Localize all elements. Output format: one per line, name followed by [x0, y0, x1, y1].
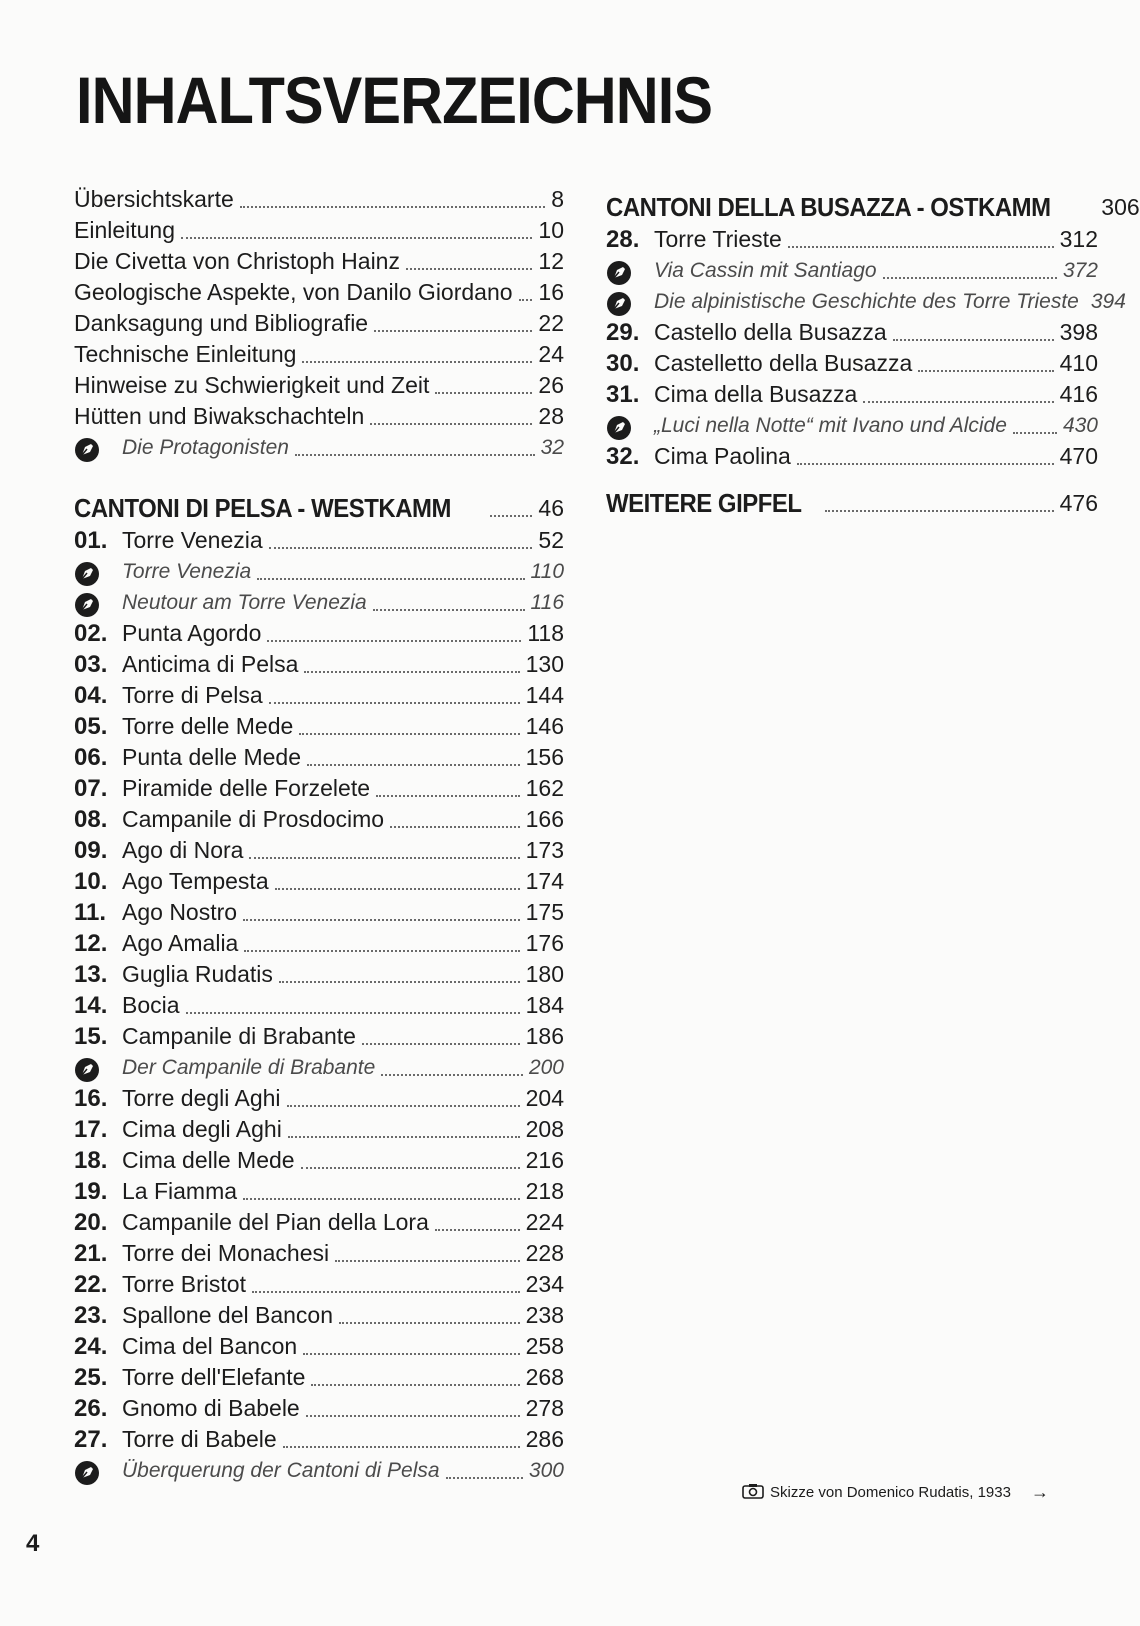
entry-label: Geologische Aspekte, von Danilo Giordano	[74, 279, 513, 305]
toc-entry[interactable]	[74, 1331, 564, 1362]
entry-page: 204	[525, 1085, 564, 1111]
leader-dots	[306, 1414, 520, 1417]
entry-page: 22	[538, 310, 564, 336]
entry-label: Torre di Pelsa	[122, 682, 263, 708]
entry-label: Einleitung	[74, 217, 176, 243]
entry-label: Torre delle Mede	[122, 713, 294, 739]
toc-entry[interactable]	[74, 835, 564, 866]
entry-number: 17.	[74, 1116, 108, 1143]
toc-entry[interactable]	[74, 1424, 564, 1455]
toc-right-column	[606, 190, 1140, 520]
leader-dots	[435, 391, 532, 394]
section-ostkamm[interactable]	[606, 190, 1140, 224]
entry-label: Bocia	[122, 992, 180, 1018]
entry-label: Torre degli Aghi	[122, 1085, 281, 1111]
entry-page: 28	[538, 403, 564, 429]
westkamm-list	[74, 525, 564, 1486]
leader-dots	[362, 1042, 520, 1045]
entry-label: Gnomo di Babele	[122, 1395, 300, 1421]
toc-entry[interactable]	[74, 339, 564, 370]
leader-dots	[249, 856, 519, 859]
leader-dots	[1013, 431, 1057, 434]
entry-label: Ago Amalia	[122, 930, 239, 956]
leader-dots	[240, 205, 545, 208]
entry-page: 224	[525, 1209, 564, 1235]
entry-number: 18.	[74, 1147, 108, 1174]
toc-entry[interactable]	[74, 246, 564, 277]
entry-label: Ago Nostro	[122, 899, 238, 925]
toc-entry[interactable]	[74, 711, 564, 742]
toc-entry[interactable]	[74, 618, 564, 649]
leader-dots	[304, 670, 519, 673]
entry-page: 268	[525, 1364, 564, 1390]
toc-entry[interactable]	[74, 1238, 564, 1269]
image-caption	[742, 1482, 1049, 1503]
leader-dots	[269, 701, 520, 704]
entry-label: Die Civetta von Christoph Hainz	[74, 248, 400, 274]
entry-label: Torre Venezia	[122, 527, 263, 553]
entry-page: 175	[525, 899, 564, 925]
section-page: 46	[538, 495, 564, 521]
entry-label: Spallone del Bancon	[122, 1302, 333, 1328]
entry-page: 238	[525, 1302, 564, 1328]
entry-number: 14.	[74, 992, 108, 1019]
leader-dots	[490, 514, 533, 517]
leader-dots	[295, 453, 535, 456]
leader-dots	[243, 1197, 520, 1200]
toc-sub-entry[interactable]	[74, 587, 564, 618]
entry-label: Castelletto della Busazza	[654, 350, 913, 376]
entry-page: 300	[528, 1459, 564, 1482]
intro-list	[74, 184, 564, 463]
pen-nib-icon	[74, 592, 122, 618]
entry-page: 184	[525, 992, 564, 1018]
entry-number: 31.	[606, 381, 640, 408]
entry-number: 29.	[606, 319, 640, 346]
leader-dots	[288, 1135, 520, 1138]
toc-entry[interactable]	[606, 224, 1098, 255]
toc-entry[interactable]	[74, 1176, 564, 1207]
leader-dots	[374, 329, 532, 332]
toc-entry[interactable]	[74, 525, 564, 556]
entry-number: 19.	[74, 1178, 108, 1205]
leader-dots	[863, 400, 1053, 403]
entry-label: Piramide delle Forzelete	[122, 775, 371, 801]
entry-page: 12	[538, 248, 564, 274]
toc-sub-entry[interactable]	[74, 1052, 564, 1083]
entry-label: Anticima di Pelsa	[122, 651, 299, 677]
entry-number: 15.	[74, 1023, 108, 1050]
toc-entry[interactable]	[74, 308, 564, 339]
entry-number: 04.	[74, 682, 108, 709]
leader-dots	[244, 949, 519, 952]
entry-label: Cima Paolina	[654, 443, 791, 469]
entry-number: 03.	[74, 651, 108, 678]
entry-label: Torre di Babele	[122, 1426, 277, 1452]
entry-page: 52	[538, 527, 564, 553]
entry-number: 10.	[74, 868, 108, 895]
entry-label: Punta Agordo	[122, 620, 262, 646]
toc-entry[interactable]	[606, 348, 1098, 379]
toc-left-column	[74, 184, 564, 1486]
leader-dots	[257, 577, 524, 580]
arrow-right-icon: →	[1030, 1482, 1049, 1502]
leader-dots	[301, 1166, 520, 1169]
entry-page: 144	[525, 682, 564, 708]
entry-number: 20.	[74, 1209, 108, 1236]
entry-number: 24.	[74, 1333, 108, 1360]
entry-number: 16.	[74, 1085, 108, 1112]
entry-page: 130	[525, 651, 564, 677]
leader-dots	[370, 422, 532, 425]
toc-entry[interactable]	[74, 990, 564, 1021]
entry-label: Torre Venezia	[122, 560, 252, 583]
entry-page: 180	[525, 961, 564, 987]
pen-nib-icon	[606, 415, 654, 441]
leader-dots	[335, 1259, 520, 1262]
entry-label: Cima del Bancon	[122, 1333, 298, 1359]
entry-number: 08.	[74, 806, 108, 833]
toc-entry[interactable]	[606, 441, 1098, 472]
entry-page: 394	[1090, 290, 1126, 313]
entry-page: 312	[1059, 226, 1098, 252]
entry-page: 116	[530, 591, 564, 614]
pen-nib-icon	[606, 291, 654, 317]
leader-dots	[390, 825, 520, 828]
leader-dots	[381, 1073, 523, 1076]
entry-number: 22.	[74, 1271, 108, 1298]
entry-page: 162	[525, 775, 564, 801]
toc-entry[interactable]	[74, 184, 564, 215]
entry-page: 24	[538, 341, 564, 367]
entry-label: Guglia Rudatis	[122, 961, 273, 987]
entry-number: 25.	[74, 1364, 108, 1391]
entry-page: 286	[525, 1426, 564, 1452]
toc-entry[interactable]	[74, 649, 564, 680]
entry-number: 28.	[606, 226, 640, 253]
toc-entry[interactable]	[74, 928, 564, 959]
entry-page: 372	[1062, 259, 1098, 282]
pen-nib-icon	[74, 1460, 122, 1486]
entry-label: Überquerung der Cantoni di Pelsa	[122, 1459, 440, 1482]
entry-page: 200	[528, 1056, 564, 1079]
toc-sub-entry[interactable]	[74, 432, 564, 463]
entry-label: Der Campanile di Brabante	[122, 1056, 376, 1079]
toc-entry[interactable]	[74, 680, 564, 711]
toc-sub-entry[interactable]	[606, 255, 1098, 286]
entry-page: 216	[525, 1147, 564, 1173]
entry-page: 10	[538, 217, 564, 243]
entry-page: 430	[1062, 414, 1098, 437]
entry-page: 258	[525, 1333, 564, 1359]
leader-dots	[435, 1228, 520, 1231]
toc-entry[interactable]	[74, 1362, 564, 1393]
leader-dots	[788, 245, 1054, 248]
entry-page: 186	[525, 1023, 564, 1049]
leader-dots	[339, 1321, 520, 1324]
toc-sub-entry[interactable]	[606, 286, 1126, 317]
entry-number: 26.	[74, 1395, 108, 1422]
section-weitere-gipfel[interactable]	[606, 486, 1098, 520]
toc-entry[interactable]	[606, 379, 1098, 410]
entry-number: 23.	[74, 1302, 108, 1329]
entry-number: 30.	[606, 350, 640, 377]
entry-number: 27.	[74, 1426, 108, 1453]
entry-page: 173	[525, 837, 564, 863]
toc-entry[interactable]	[74, 370, 564, 401]
entry-label: Die alpinistische Geschichte des Torre Trieste	[654, 290, 1079, 313]
entry-page: 234	[525, 1271, 564, 1297]
section-westkamm[interactable]	[74, 491, 564, 525]
section-page: 306	[1101, 194, 1140, 220]
entry-number: 05.	[74, 713, 108, 740]
leader-dots	[797, 462, 1054, 465]
ostkamm-list	[606, 224, 1126, 472]
toc-sub-entry[interactable]	[74, 1455, 564, 1486]
entry-label: Castello della Busazza	[654, 319, 887, 345]
entry-label: Torre dei Monachesi	[122, 1240, 330, 1266]
leader-dots	[519, 298, 533, 301]
entry-label: La Fiamma	[122, 1178, 238, 1204]
entry-page: 118	[527, 620, 564, 646]
leader-dots	[252, 1290, 520, 1293]
toc-entry[interactable]	[74, 1393, 564, 1424]
toc-entry[interactable]	[74, 1083, 564, 1114]
entry-label: „Luci nella Notte“ mit Ivano und Alcide	[654, 414, 1007, 437]
leader-dots	[267, 639, 521, 642]
entry-page: 32	[540, 436, 564, 459]
leader-dots	[186, 1011, 520, 1014]
entry-label: Ago di Nora	[122, 837, 244, 863]
toc-entry[interactable]	[74, 1021, 564, 1052]
leader-dots	[299, 732, 519, 735]
leader-dots	[406, 267, 532, 270]
leader-dots	[883, 276, 1057, 279]
pen-nib-icon	[74, 1057, 122, 1083]
entry-label: Torre dell'Elefante	[122, 1364, 306, 1390]
toc-entry[interactable]	[74, 1207, 564, 1238]
entry-number: 21.	[74, 1240, 108, 1267]
toc-entry[interactable]	[74, 897, 564, 928]
toc-entry[interactable]	[74, 742, 564, 773]
entry-label: Übersichtskarte	[74, 186, 234, 212]
leader-dots	[275, 887, 520, 890]
entry-page: 398	[1059, 319, 1098, 345]
entry-page: 146	[525, 713, 564, 739]
entry-label: Cima delle Mede	[122, 1147, 295, 1173]
entry-page: 228	[525, 1240, 564, 1266]
toc-entry[interactable]	[74, 215, 564, 246]
toc-sub-entry[interactable]	[74, 556, 564, 587]
leader-dots	[446, 1476, 523, 1479]
caption-text: Skizze von Domenico Rudatis, 1933	[770, 1484, 1011, 1501]
toc-entry[interactable]	[606, 317, 1098, 348]
section-page: 476	[1059, 490, 1098, 516]
entry-label: Via Cassin mit Santiago	[654, 259, 877, 282]
entry-label: Ago Tempesta	[122, 868, 269, 894]
entry-label: Hinweise zu Schwierigkeit und Zeit	[74, 372, 430, 398]
entry-page: 218	[525, 1178, 564, 1204]
toc-entry[interactable]	[74, 1300, 564, 1331]
pen-nib-icon	[74, 437, 122, 463]
toc-entry[interactable]	[74, 866, 564, 897]
leader-dots	[303, 1352, 519, 1355]
entry-page: 278	[525, 1395, 564, 1421]
toc-entry[interactable]	[74, 1269, 564, 1300]
toc-entry[interactable]	[74, 959, 564, 990]
entry-page: 156	[525, 744, 564, 770]
entry-number: 01.	[74, 527, 108, 554]
pen-nib-icon	[606, 260, 654, 286]
entry-label: Torre Trieste	[654, 226, 782, 252]
entry-page: 176	[525, 930, 564, 956]
entry-page: 110	[530, 560, 564, 583]
entry-number: 09.	[74, 837, 108, 864]
toc-entry[interactable]	[74, 804, 564, 835]
entry-label: Cima della Busazza	[654, 381, 858, 407]
toc-entry[interactable]	[74, 401, 564, 432]
entry-page: 8	[551, 186, 564, 212]
entry-number: 13.	[74, 961, 108, 988]
page-title: INHALTSVERZEICHNIS	[76, 63, 713, 137]
entry-page: 410	[1059, 350, 1098, 376]
entry-label: Technische Einleitung	[74, 341, 297, 367]
leader-dots	[376, 794, 520, 797]
camera-icon	[742, 1483, 764, 1503]
entry-page: 470	[1059, 443, 1098, 469]
section-title: WEITERE GIPFEL	[606, 488, 802, 518]
leader-dots	[307, 763, 520, 766]
pen-nib-icon	[74, 561, 122, 587]
entry-page: 166	[525, 806, 564, 832]
entry-label: Campanile di Brabante	[122, 1023, 356, 1049]
leader-dots	[311, 1383, 519, 1386]
leader-dots	[283, 1445, 520, 1448]
section-title: CANTONI DI PELSA - WESTKAMM	[74, 493, 451, 523]
entry-page: 416	[1059, 381, 1098, 407]
toc-sub-entry[interactable]	[606, 410, 1098, 441]
entry-label: Danksagung und Bibliografie	[74, 310, 369, 336]
entry-number: 12.	[74, 930, 108, 957]
leader-dots	[181, 236, 532, 239]
leader-dots	[373, 608, 525, 611]
page-number: 4	[26, 1530, 40, 1557]
entry-label: Campanile di Prosdocimo	[122, 806, 385, 832]
toc-entry[interactable]	[74, 773, 564, 804]
leader-dots	[243, 918, 520, 921]
entry-page: 174	[525, 868, 564, 894]
entry-page: 26	[538, 372, 564, 398]
toc-entry[interactable]	[74, 1145, 564, 1176]
entry-number: 07.	[74, 775, 108, 802]
toc-entry[interactable]	[74, 1114, 564, 1145]
leader-dots	[279, 980, 520, 983]
leader-dots	[825, 509, 1054, 512]
entry-page: 16	[538, 279, 564, 305]
leader-dots	[302, 360, 532, 363]
entry-label: Neutour am Torre Venezia	[122, 591, 367, 614]
entry-page: 208	[525, 1116, 564, 1142]
entry-label: Campanile del Pian della Lora	[122, 1209, 429, 1235]
entry-number: 02.	[74, 620, 108, 647]
entry-label: Die Protagonisten	[122, 436, 289, 459]
leader-dots	[269, 546, 533, 549]
entry-number: 11.	[74, 899, 107, 926]
leader-dots	[918, 369, 1053, 372]
entry-number: 32.	[606, 443, 640, 470]
entry-number: 06.	[74, 744, 108, 771]
toc-entry[interactable]	[74, 277, 564, 308]
entry-label: Torre Bristot	[122, 1271, 246, 1297]
entry-label: Punta delle Mede	[122, 744, 302, 770]
leader-dots	[893, 338, 1054, 341]
section-title: CANTONI DELLA BUSAZZA - OSTKAMM	[606, 192, 1051, 222]
entry-label: Cima degli Aghi	[122, 1116, 282, 1142]
entry-label: Hütten und Biwakschachteln	[74, 403, 365, 429]
leader-dots	[287, 1104, 520, 1107]
